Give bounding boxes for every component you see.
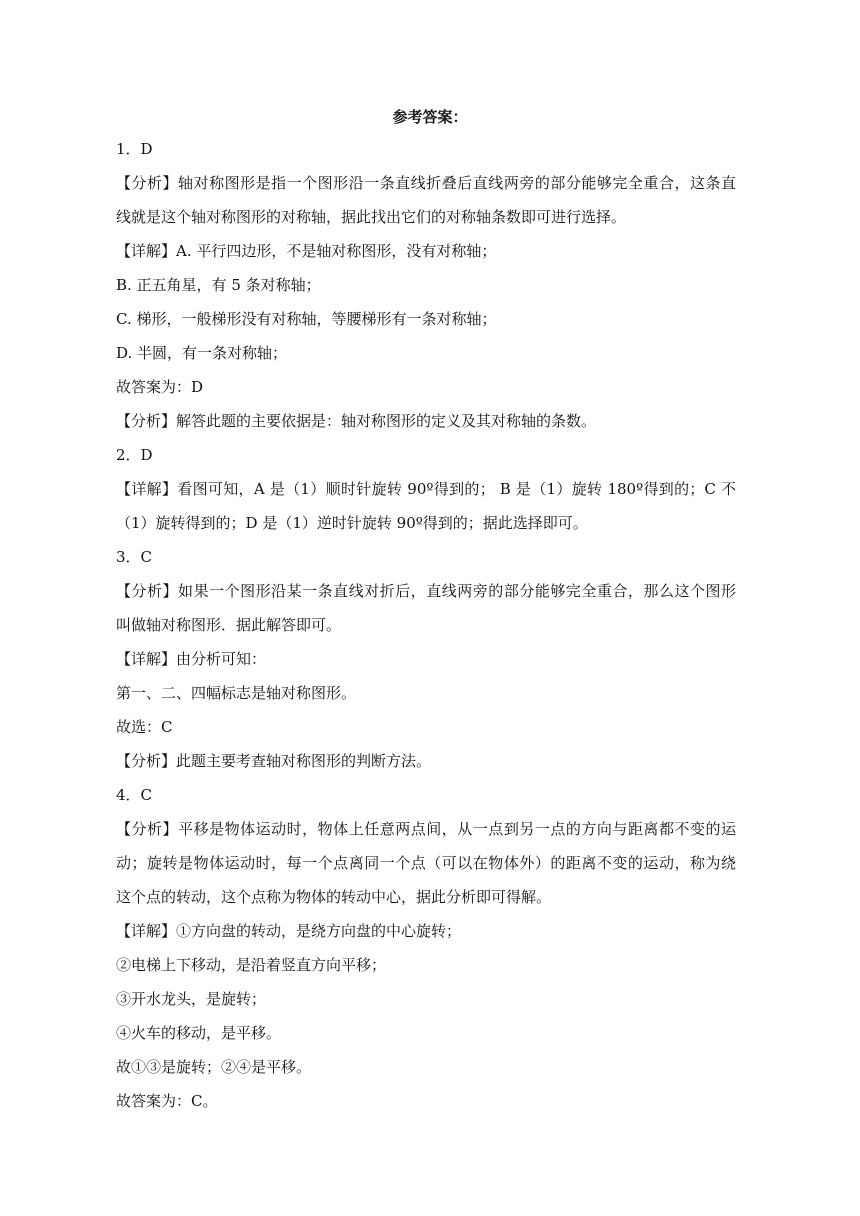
answer-3-analysis-line-2: 叫做轴对称图形．据此解答即可。 <box>116 616 342 634</box>
answer-4-detail-4: ④火车的移动，是平移。 <box>116 1024 282 1042</box>
answer-4-analysis-line-1: 【分析】平移是物体运动时，物体上任意两点间，从一点到另一点的方向与距离都不变的运 <box>116 820 736 838</box>
answer-1-number: 1．D <box>116 140 153 158</box>
answer-2-detail-line-1: 【详解】看图可知，A 是（1）顺时针旋转 90º得到的； B 是（1）旋转 180º得到的；C 不 <box>116 480 736 498</box>
answer-4-analysis-line-3: 这个点的转动，这个点称为物体的转动中心，据此分析即可得解。 <box>116 888 552 906</box>
answer-3-summary: 【分析】此题主要考查轴对称图形的判断方法。 <box>116 752 432 770</box>
answer-1-result: 故答案为：D <box>116 378 204 396</box>
answer-2-detail-line-2: （1）旋转得到的；D 是（1）逆时针旋转 90º得到的；据此选择即可。 <box>116 514 588 532</box>
answer-2-number: 2．D <box>116 446 153 464</box>
answer-4-conclusion: 故①③是旋转；②④是平移。 <box>116 1058 312 1076</box>
answer-1-detail-a: 【详解】A. 平行四边形，不是轴对称图形，没有对称轴； <box>116 242 497 260</box>
answer-1-analysis-line-2: 线就是这个轴对称图形的对称轴，据此找出它们的对称轴条数即可进行选择。 <box>116 208 627 226</box>
answer-3-analysis-line-1: 【分析】如果一个图形沿某一条直线对折后，直线两旁的部分能够完全重合，那么这个图形 <box>116 582 736 600</box>
answer-4-result: 故答案为：C。 <box>116 1092 218 1110</box>
answer-1-detail-b: B. 正五角星，有 5 条对称轴； <box>116 276 321 294</box>
answer-4-detail-1: 【详解】①方向盘的转动，是绕方向盘的中心旋转； <box>116 922 462 940</box>
answer-1-summary: 【分析】解答此题的主要依据是：轴对称图形的定义及其对称轴的条数。 <box>116 412 597 430</box>
answer-3-detail-line-2: 第一、二、四幅标志是轴对称图形。 <box>116 684 357 702</box>
answer-1-analysis-line-1: 【分析】轴对称图形是指一个图形沿一条直线折叠后直线两旁的部分能够完全重合，这条直 <box>116 174 736 192</box>
answer-1-detail-c: C. 梯形，一般梯形没有对称轴，等腰梯形有一条对称轴； <box>116 310 497 328</box>
answer-content <box>116 132 736 1118</box>
answer-4-detail-2: ②电梯上下移动，是沿着竖直方向平移； <box>116 956 387 974</box>
page-title: 参考答案： <box>392 108 468 126</box>
answer-3-detail-line-1: 【详解】由分析可知： <box>116 650 267 668</box>
answer-4-analysis-line-2: 动；旋转是物体运动时，每一个点离同一个点（可以在物体外）的距离不变的运动，称为绕 <box>116 854 736 872</box>
answer-4-number: 4．C <box>116 786 153 804</box>
answer-3-number: 3．C <box>116 548 153 566</box>
answer-1-detail-d: D. 半圆，有一条对称轴； <box>116 344 288 362</box>
answer-4-detail-3: ③开水龙头，是旋转； <box>116 990 267 1008</box>
answer-3-result: 故选：C <box>116 718 173 736</box>
